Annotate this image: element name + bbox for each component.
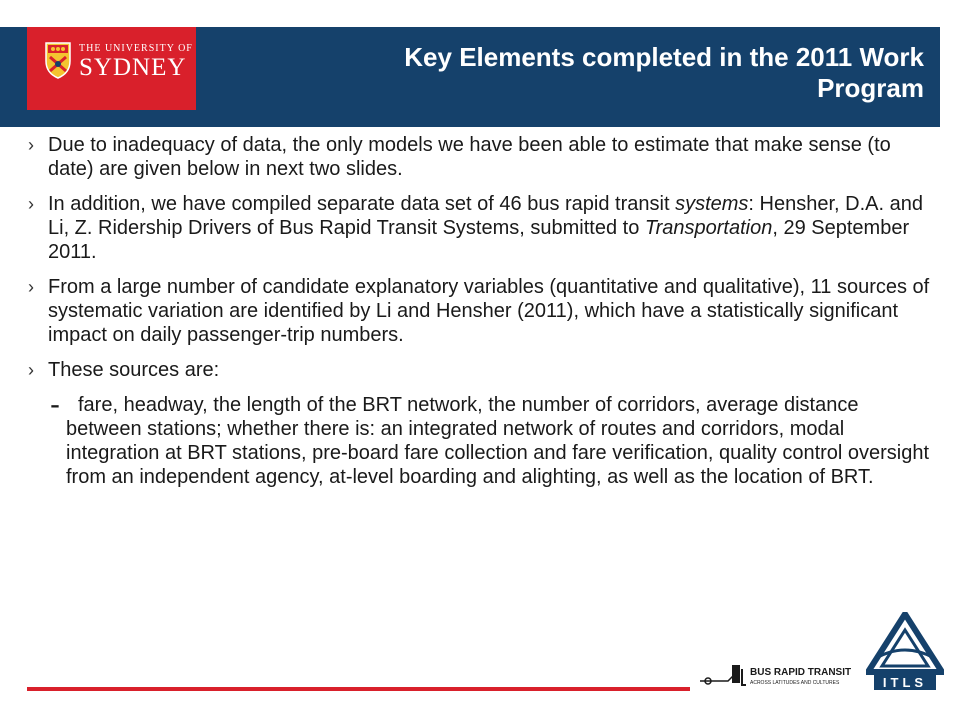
sub-item-text: fare, headway, the length of the BRT network, the number of corridors, average distance between stations; whether there is: an integrated network of routes and corridors, modal integration at BRT stations, pre-board fare collection and fare verification, quality control oversight from an independent agency, at-level boarding and alighting, as well as the location of BRT. — [66, 394, 930, 488]
bullet-text-pre: In addition, we have compiled separate data set of 46 bus rapid transit — [48, 193, 676, 215]
bullet-1 — [28, 133, 933, 181]
bullet-text: These sources are: — [48, 359, 220, 381]
bullet-marker: › — [28, 277, 34, 297]
bullet-text: From a large number of candidate explanatory variables (quantitative and qualitative), 11 sources of systematic variation are identified by Li and Hensher (2011), which have a statistically significant impact on daily passenger-trip numbers. — [48, 276, 930, 346]
brt-tagline: ACROSS LATITUDES AND CULTURES — [750, 680, 840, 686]
journal-name: Transportation — [644, 217, 773, 239]
bullet-4 — [28, 358, 933, 382]
sub-item — [28, 388, 933, 489]
slide-body — [28, 133, 933, 489]
logo-line-1: THE UNIVERSITY OF — [79, 43, 193, 54]
university-logo — [27, 27, 196, 110]
logo-line-2: SYDNEY — [79, 54, 187, 81]
crest-icon — [44, 41, 72, 79]
brt-logo — [698, 661, 866, 691]
itls-logo — [866, 612, 944, 692]
sub-item-dash: - — [50, 388, 60, 421]
bullet-marker: › — [28, 135, 34, 155]
brt-title: BUS RAPID TRANSIT — [750, 667, 852, 678]
itls-label: ITLS — [882, 675, 928, 690]
bullet-marker: › — [28, 360, 34, 380]
bullet-marker: › — [28, 194, 34, 214]
footer-divider — [27, 687, 690, 691]
bullet-2 — [28, 192, 933, 264]
bullet-text-post: , 29 September 2011. — [48, 217, 910, 263]
slide-title: Key Elements completed in the 2011 Work Program — [404, 42, 924, 103]
bullet-text: Due to inadequacy of data, the only models we have been able to estimate that make sense (to date) are given below in next two slides. — [48, 134, 891, 180]
bullet-text-emphasis: systems — [675, 193, 749, 215]
bullet-text-mid: : Hensher, D.A. and Li, Z. Ridership Drivers of Bus Rapid Transit Systems, submitted to — [48, 193, 923, 239]
bullet-3 — [28, 275, 933, 347]
